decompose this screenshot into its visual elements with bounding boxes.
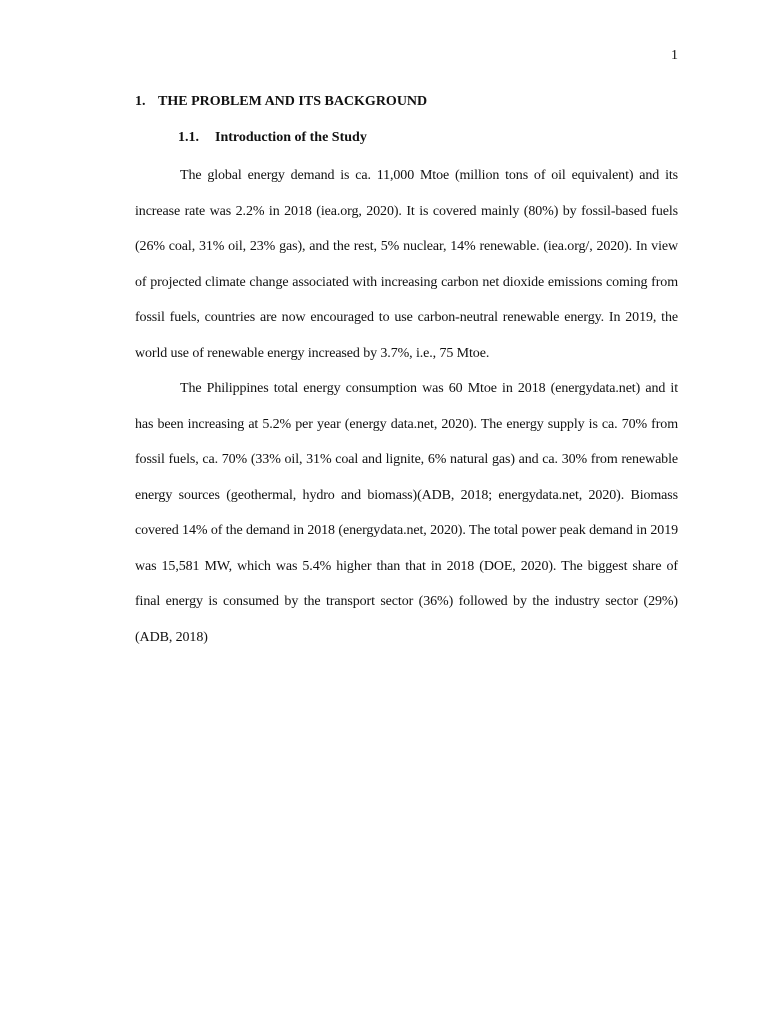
- section-title: THE PROBLEM AND ITS BACKGROUND: [158, 94, 428, 109]
- page-content: [135, 92, 678, 655]
- section-heading: [135, 92, 678, 112]
- section-number: 1.: [135, 94, 146, 109]
- subsection-heading: [178, 128, 678, 148]
- paragraph-philippines-energy: The Philippines total energy consumption was 60 Mtoe in 2018 (energydata.net) and it has been increasing at 5.2% per year (energy data.net, 2020). The energy supply is ca. 70% from fossil fuels, ca. 70% (33% oil, 31% coal and lignite, 6% natural gas) and ca. 30% from renewable energy sources (geothermal, hydro and biomass)(ADB, 2018; energydata.net, 2020). Biomass covered 14% of the demand in 2018 (energydata.net, 2020). The total power peak demand in 2019 was 15,581 MW, which was 5.4% higher than that in 2018 (DOE, 2020). The biggest share of final energy is consumed by the transport sector (36%) followed by the industry sector (29%) (ADB, 2018): [135, 381, 678, 645]
- subsection-title: Introduction of the Study: [215, 130, 367, 145]
- paragraph-global-energy: The global energy demand is ca. 11,000 Mtoe (million tons of oil equivalent) and its increase rate was 2.2% in 2018 (iea.org, 2020). It is covered mainly (80%) by fossil-based fuels (26% coal, 31% oil, 23% gas), and the rest, 5% nuclear, 14% renewable. (iea.org/, 2020). In view of projected climate change associated with increasing carbon net dioxide emissions coming from fossil fuels, countries are now encouraged to use carbon-neutral renewable energy. In 2019, the world use of renewable energy increased by 3.7%, i.e., 75 Mtoe.: [135, 168, 678, 361]
- page-number: 1: [671, 48, 678, 63]
- subsection-number: 1.1.: [178, 130, 199, 145]
